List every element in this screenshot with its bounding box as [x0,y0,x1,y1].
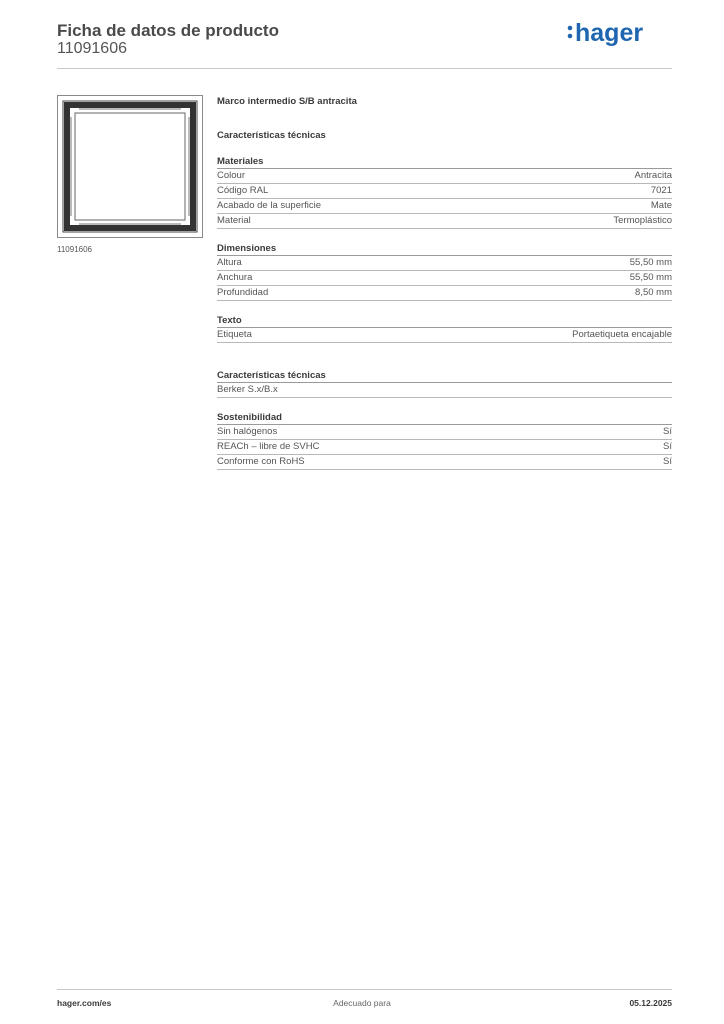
product-name: Marco intermedio S/B antracita [217,96,357,107]
product-code: 11091606 [57,40,127,57]
spec-value: 55,50 mm [629,257,672,268]
spec-label: Berker S.x/B.x [217,384,278,395]
image-caption: 11091606 [57,245,92,254]
section-materiales [217,155,672,229]
spec-label: Sin halógenos [217,426,278,437]
spec-label: Código RAL [217,185,269,196]
spec-label: Anchura [217,272,253,283]
spec-row [217,184,672,199]
spec-value: Mate [650,200,672,211]
spec-value: Sí [663,426,672,437]
footer-date: 05.12.2025 [629,998,672,1008]
logo-text: hager [575,19,644,47]
spec-value: Sí [663,456,672,467]
spec-label: Colour [217,170,245,181]
spec-label: Profundidad [217,287,269,298]
section-dimensiones [217,242,672,301]
spec-row [217,328,672,343]
section-heading: Materiales [217,155,672,169]
spec-label: Material [217,215,251,226]
page-title: Ficha de datos de producto [57,21,279,40]
section-heading: Sostenibilidad [217,411,672,425]
spec-row [217,383,672,398]
section-heading: Texto [217,314,672,328]
spec-label: Etiqueta [217,329,252,340]
spec-label: Acabado de la superficie [217,200,322,211]
spec-value: 8,50 mm [635,287,672,298]
section-sostenibilidad [217,411,672,470]
footer-website-link[interactable]: hager.com/es [57,998,112,1008]
spec-row [217,271,672,286]
spec-label: Conforme con RoHS [217,456,305,467]
spec-row [217,455,672,470]
header-divider [57,68,672,69]
spec-value: Sí [663,441,672,452]
spec-row [217,286,672,301]
footer-divider [57,989,672,990]
spec-value: Antracita [634,170,672,181]
spec-value: 7021 [650,185,672,196]
spec-row [217,425,672,440]
hager-logo [566,16,666,48]
spec-label: REACh – libre de SVHC [217,441,320,452]
spec-row [217,214,672,229]
product-image [57,95,203,238]
spec-content [217,95,672,470]
spec-row [217,199,672,214]
section-caracteristicas [217,369,672,398]
frame-illustration [58,96,202,237]
spec-row [217,256,672,271]
spec-value: Termoplástico [613,215,672,226]
spec-label: Altura [217,257,242,268]
tech-characteristics-heading: Características técnicas [217,130,326,141]
spec-value: 55,50 mm [629,272,672,283]
footer-suitable-for: Adecuado para [333,998,391,1008]
section-heading: Características técnicas [217,369,672,383]
section-texto [217,314,672,343]
section-heading: Dimensiones [217,242,672,256]
spec-row [217,169,672,184]
spec-row [217,440,672,455]
spec-value: Portaetiqueta encajable [572,329,672,340]
